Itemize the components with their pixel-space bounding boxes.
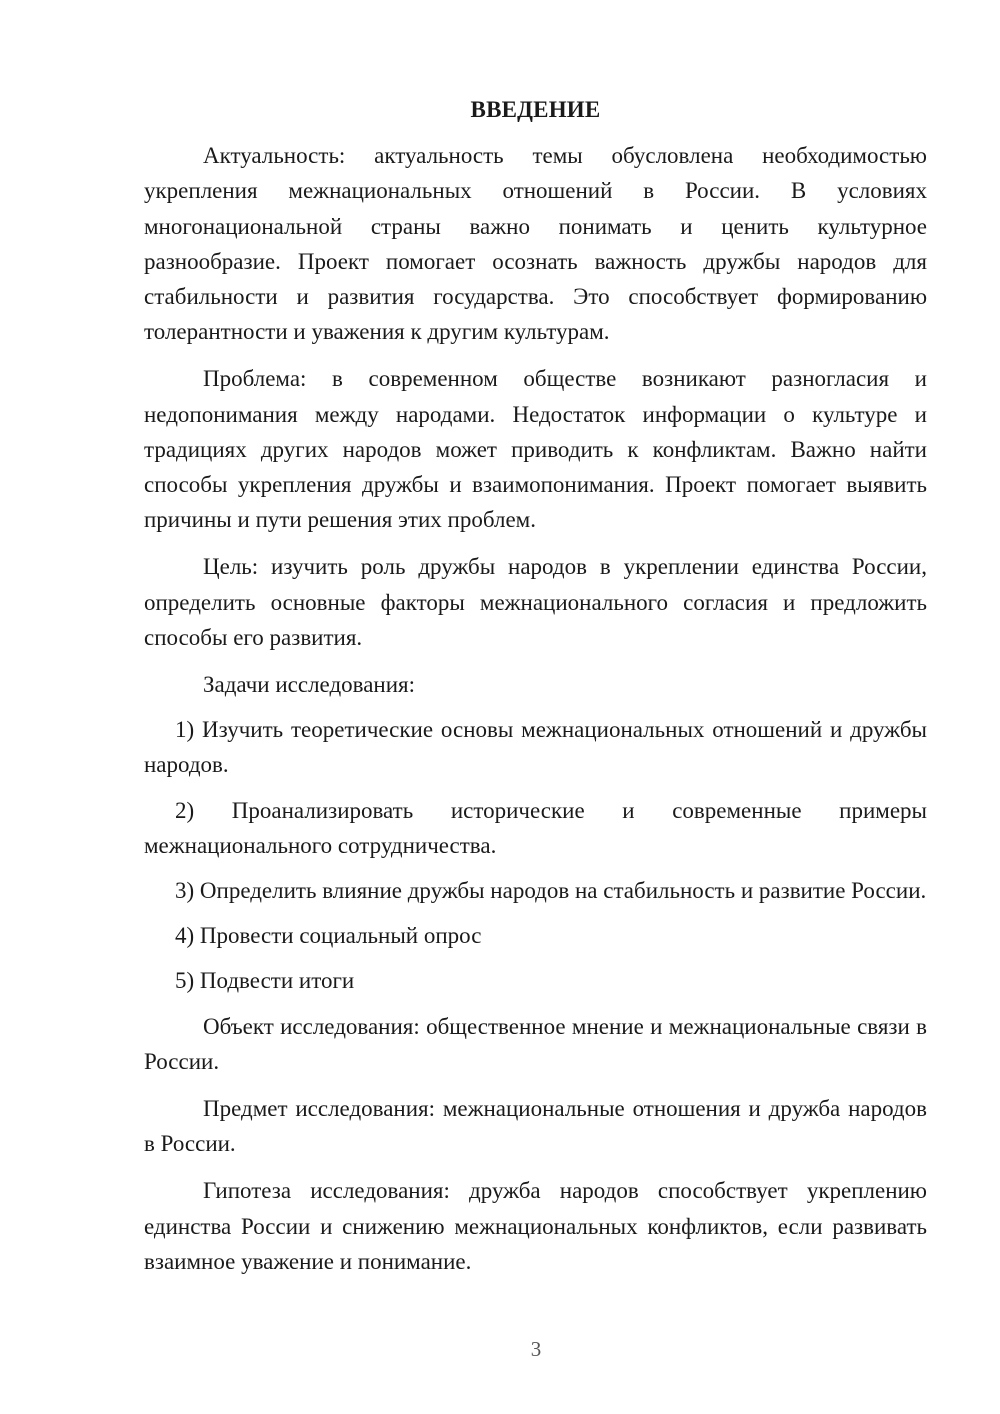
problem-paragraph: Проблема: в современном обществе возникают разногласия и недопонимания между народами. Недостаток информации о культуре и традициях других народов может приводить к конфликтам. Важно найти способы укрепления дружбы и взаимопонимания. Проект помогает выявить причины и пути решения этих проблем.: [144, 366, 927, 533]
task-item-2: 2) Проанализировать исторические и современные примеры межнационального сотрудничества.: [144, 797, 927, 858]
task-item-5: 5) Подвести итоги: [175, 968, 355, 994]
page-number: 3: [530, 1337, 542, 1361]
object-paragraph: Объект исследования: общественное мнение и межнациональные связи в России.: [144, 1013, 927, 1074]
task-item-1: 1) Изучить теоретические основы межнациональных отношений и дружбы народов.: [144, 717, 927, 778]
relevance-paragraph: Актуальность: актуальность темы обусловлена необходимостью укрепления межнациональных отношений в России. В условиях многонациональной страны важно понимать и ценить культурное разнообразие. Проект помогает осознать важность дружбы народов для стабильности и развития государства. Это способствует формированию толерантности и уважения к другим культурам.: [144, 143, 927, 345]
document-body: [144, 92, 927, 1291]
tasks-heading: Задачи исследования:: [203, 672, 416, 698]
goal-paragraph: Цель: изучить роль дружбы народов в укреплении единства России, определить основные факторы межнационального согласия и предложить способы его развития.: [144, 554, 927, 650]
hypothesis-paragraph: Гипотеза исследования: дружба народов способствует укреплению единства России и снижению межнациональных конфликтов, если развивать взаимное уважение и понимание.: [144, 1178, 927, 1274]
page-title: ВВЕДЕНИЕ: [470, 97, 601, 122]
subject-paragraph: Предмет исследования: межнациональные отношения и дружба народов в России.: [144, 1096, 927, 1157]
task-item-4: 4) Провести социальный опрос: [175, 923, 482, 949]
task-item-3: 3) Определить влияние дружбы народов на стабильность и развитие России.: [175, 878, 927, 904]
